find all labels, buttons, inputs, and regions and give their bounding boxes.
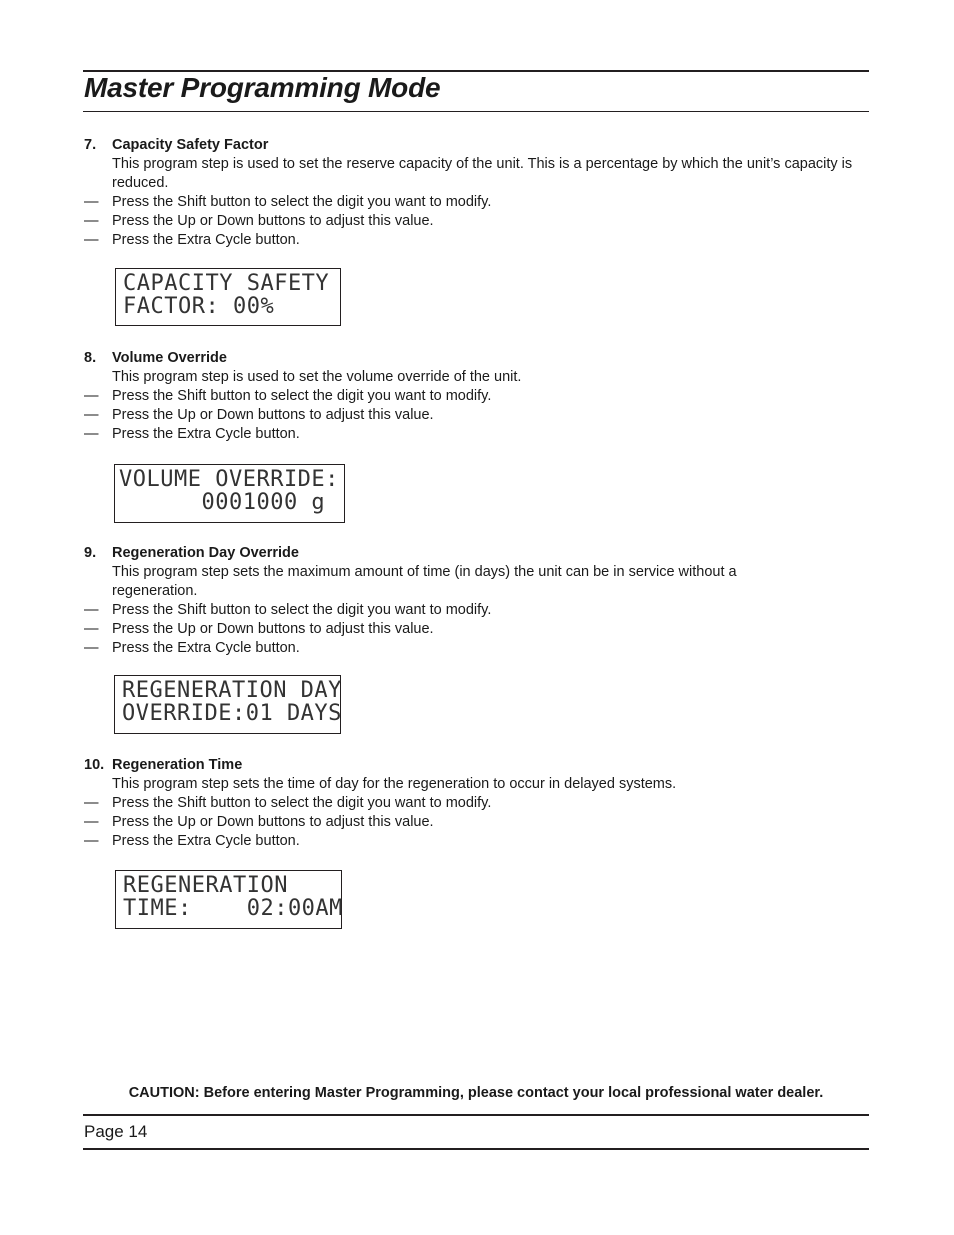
list-item-text: Press the Extra Cycle button.: [112, 640, 300, 656]
list-item-text: Press the Up or Down buttons to adjust this value.: [112, 407, 434, 423]
dash-marker: —: [84, 194, 99, 210]
list-item: [84, 620, 864, 639]
dash-marker: —: [84, 602, 99, 618]
list-item-text: Press the Shift button to select the digit you want to modify.: [112, 194, 492, 210]
list-item: [84, 794, 864, 813]
list-item-text: Press the Shift button to select the digit you want to modify.: [112, 795, 492, 811]
lcd-display: [114, 675, 341, 734]
section-heading: [84, 136, 864, 155]
section-title: Regeneration Time: [112, 757, 243, 773]
section-heading: [84, 349, 864, 368]
list-item-text: Press the Shift button to select the digit you want to modify.: [112, 602, 492, 618]
section-regeneration-time: [84, 756, 864, 851]
section-capacity-safety-factor: [84, 136, 864, 250]
list-item-text: Press the Up or Down buttons to adjust this value.: [112, 621, 434, 637]
lcd-display: [114, 464, 345, 523]
footer-bottom-rule: [83, 1148, 869, 1150]
dash-marker: —: [84, 621, 99, 637]
list-item-text: Press the Extra Cycle button.: [112, 232, 300, 248]
lcd-line-1: VOLUME OVERRIDE:: [119, 467, 339, 492]
dash-marker: —: [84, 426, 99, 442]
dash-marker: —: [84, 814, 99, 830]
list-item-text: Press the Extra Cycle button.: [112, 833, 300, 849]
section-description: This program step sets the maximum amount of time (in days) the unit can be in service without a regeneration.: [112, 564, 737, 599]
list-item: [84, 601, 864, 620]
list-item: [84, 212, 864, 231]
dash-marker: —: [84, 388, 99, 404]
section-number: 7.: [84, 137, 97, 153]
list-item: [84, 832, 864, 851]
list-item-text: Press the Up or Down buttons to adjust this value.: [112, 213, 434, 229]
section-description: This program step is used to set the reserve capacity of the unit. This is a percentage by which the unit’s capacity is reduced.: [112, 156, 853, 191]
list-item: [84, 406, 864, 425]
lcd-line-1: REGENERATION: [123, 873, 288, 898]
dash-marker: —: [84, 213, 99, 229]
dash-marker: —: [84, 640, 99, 656]
list-item: [84, 387, 864, 406]
section-title: Capacity Safety Factor: [112, 137, 269, 153]
list-item: [84, 639, 864, 658]
lcd-display: [115, 870, 342, 929]
section-title: Volume Override: [112, 350, 227, 366]
lcd-line-1: REGENERATION DAY: [122, 678, 342, 703]
list-item-text: Press the Extra Cycle button.: [112, 426, 300, 442]
dash-marker: —: [84, 232, 99, 248]
list-item: [84, 231, 864, 250]
dash-marker: —: [84, 795, 99, 811]
page-title: Master Programming Mode: [84, 72, 441, 103]
section-number: 9.: [84, 545, 97, 561]
section-regeneration-day-override: [84, 544, 864, 658]
list-item: [84, 425, 864, 444]
dash-marker: —: [84, 833, 99, 849]
caution-note: CAUTION: Before entering Master Programming, please contact your local professional water dealer.: [128, 1085, 824, 1101]
section-description: This program step sets the time of day for the regeneration to occur in delayed systems.: [112, 776, 677, 792]
section-description: This program step is used to set the volume override of the unit.: [112, 369, 522, 385]
section-title: Regeneration Day Override: [112, 545, 299, 561]
section-volume-override: [84, 349, 864, 444]
lcd-line-2: 0001000 g: [119, 490, 326, 515]
section-number: 8.: [84, 350, 97, 366]
section-heading: [84, 544, 864, 563]
lcd-line-2: TIME: 02:00AM: [123, 896, 343, 921]
lcd-display: [115, 268, 341, 326]
footer-top-rule: [83, 1114, 869, 1116]
dash-marker: —: [84, 407, 99, 423]
section-heading: [84, 756, 864, 775]
list-item-text: Press the Up or Down buttons to adjust this value.: [112, 814, 434, 830]
lcd-line-2: FACTOR: 00%: [123, 294, 275, 319]
lcd-line-2: OVERRIDE:01 DAYS: [122, 701, 342, 726]
list-item-text: Press the Shift button to select the digit you want to modify.: [112, 388, 492, 404]
section-number: 10.: [84, 757, 105, 773]
list-item: [84, 193, 864, 212]
header-bottom-rule: [83, 111, 869, 112]
page-number: Page 14: [84, 1122, 148, 1141]
lcd-line-1: CAPACITY SAFETY: [123, 271, 330, 296]
list-item: [84, 813, 864, 832]
